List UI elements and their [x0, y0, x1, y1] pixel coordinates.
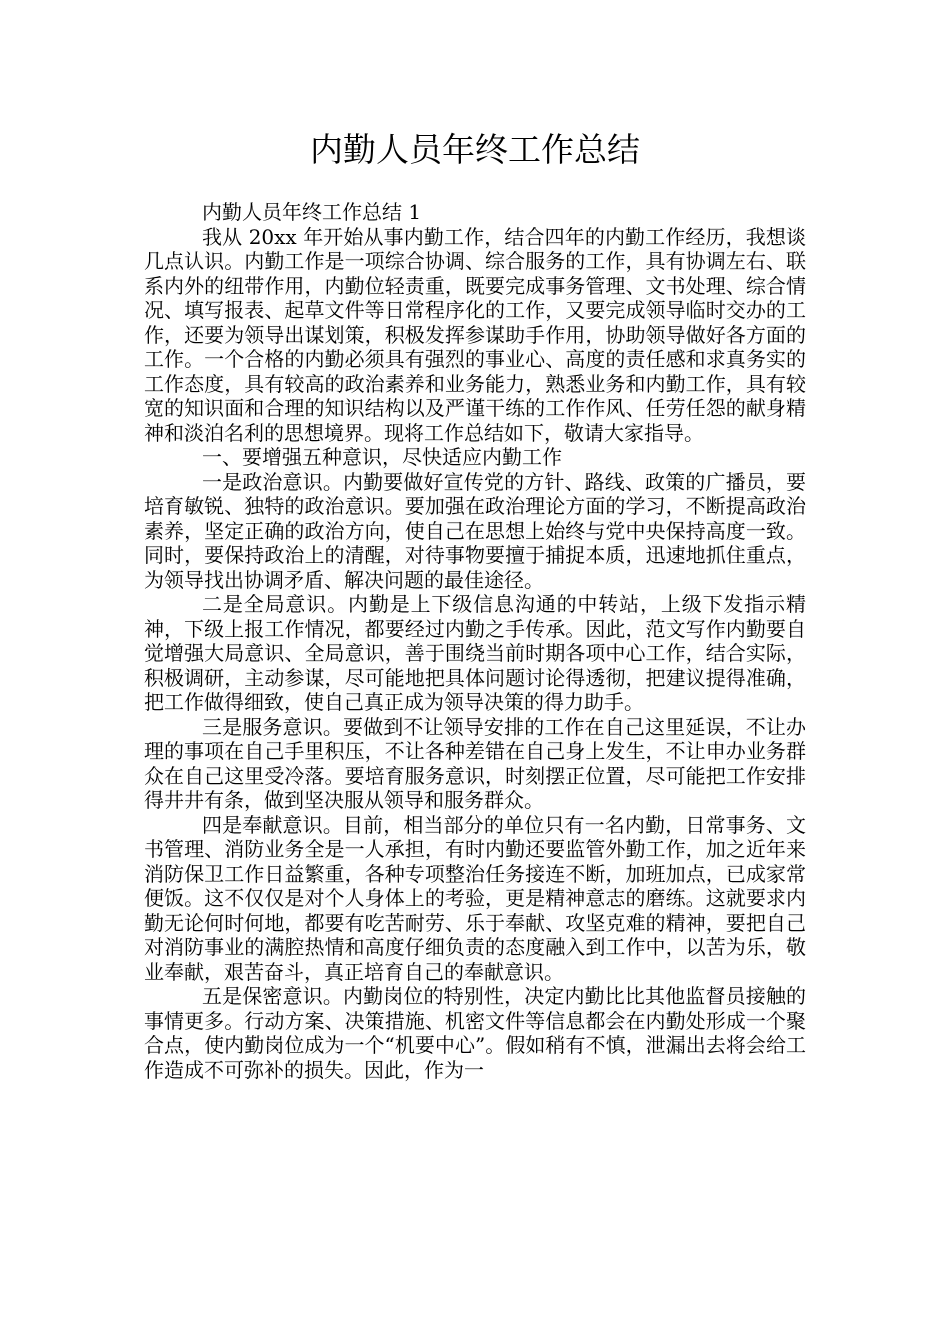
intro-paragraph: 我从 20xx 年开始从事内勤工作，结合四年的内勤工作经历，我想谈几点认识。内勤工作是一项综合协调、综合服务的工作，具有协调左右、联系内外的纽带作用，内勤位轻责重，既要完成事务管理、文书处理、综合情况、填写报表、起草文件等日常程序化的工作，又要完成领导临时交办的工作，还要为领导出谋划策，积极发挥参谋助手作用，协助领导做好各方面的工作。一个合格的内勤必须具有强烈的事业心、高度的责任感和求真务实的工作态度，具有较高的政治素养和业务能力，熟悉业务和内勤工作，具有较宽的知识面和合理的知识结构以及严谨干练的工作作风、任劳任怨的献身精神和淡泊名利的思想境界。现将工作总结如下，敬请大家指导。: [144, 224, 806, 445]
confidentiality-awareness-paragraph: 五是保密意识。内勤岗位的特别性，决定内勤比比其他监督员接触的事情更多。行动方案、决策措施、机密文件等信息都会在内勤处形成一个聚合点，使内勤岗位成为一个“机要中心”。假如稍有不慎，泄漏出去将会给工作造成不可弥补的损失。因此，作为一: [144, 984, 806, 1082]
political-awareness-paragraph: 一是政治意识。内勤要做好宣传党的方针、路线、政策的广播员，要培育敏锐、独特的政治意识。要加强在政治理论方面的学习，不断提高政治素养，坚定正确的政治方向，使自己在思想上始终与党中央保持高度一致。同时，要保持政治上的清醒，对待事物要擅于捕捉本质，迅速地抓住重点，为领导找出协调矛盾、解决问题的最佳途径。: [144, 469, 806, 592]
document-title: 内勤人员年终工作总结: [310, 130, 640, 169]
document-body: [144, 200, 806, 1082]
overall-awareness-paragraph: 二是全局意识。内勤是上下级信息沟通的中转站，上级下发指示精神，下级上报工作情况，都要经过内勤之手传承。因此，范文写作内勤要自觉增强大局意识、全局意识，善于围绕当前时期各项中心工作，结合实际，积极调研，主动参谋，尽可能地把具体问题讨论得透彻，把建议提得准确，把工作做得细致，使自己真正成为领导决策的得力助手。: [144, 592, 806, 714]
subtitle-paragraph: 内勤人员年终工作总结 1: [202, 200, 422, 224]
service-awareness-paragraph: 三是服务意识。要做到不让领导安排的工作在自己这里延误，不让办理的事项在自己手里积压，不让各种差错在自己身上发生，不让申办业务群众在自己这里受冷落。要培育服务意识，时刻摆正位置，尽可能把工作安排得井井有条，做到坚决服从领导和服务群众。: [144, 714, 806, 812]
dedication-awareness-paragraph: 四是奉献意识。目前，相当部分的单位只有一名内勤，日常事务、文书管理、消防业务全是一人承担，有时内勤还要监管外勤工作，加之近年来消防保卫工作日益繁重，各种专项整治任务接连不断，加班加点，已成家常便饭。这不仅仅是对个人身体上的考验，更是精神意志的磨练。这就要求内勤无论何时何地，都要有吃苦耐劳、乐于奉献、攻坚克难的精神，要把自己对消防事业的满腔热情和高度仔细负责的态度融入到工作中，以苦为乐，敬业奉献，艰苦奋斗，真正培育自己的奉献意识。: [144, 812, 806, 984]
section-heading: 一、要增强五种意识，尽快适应内勤工作: [202, 445, 562, 469]
